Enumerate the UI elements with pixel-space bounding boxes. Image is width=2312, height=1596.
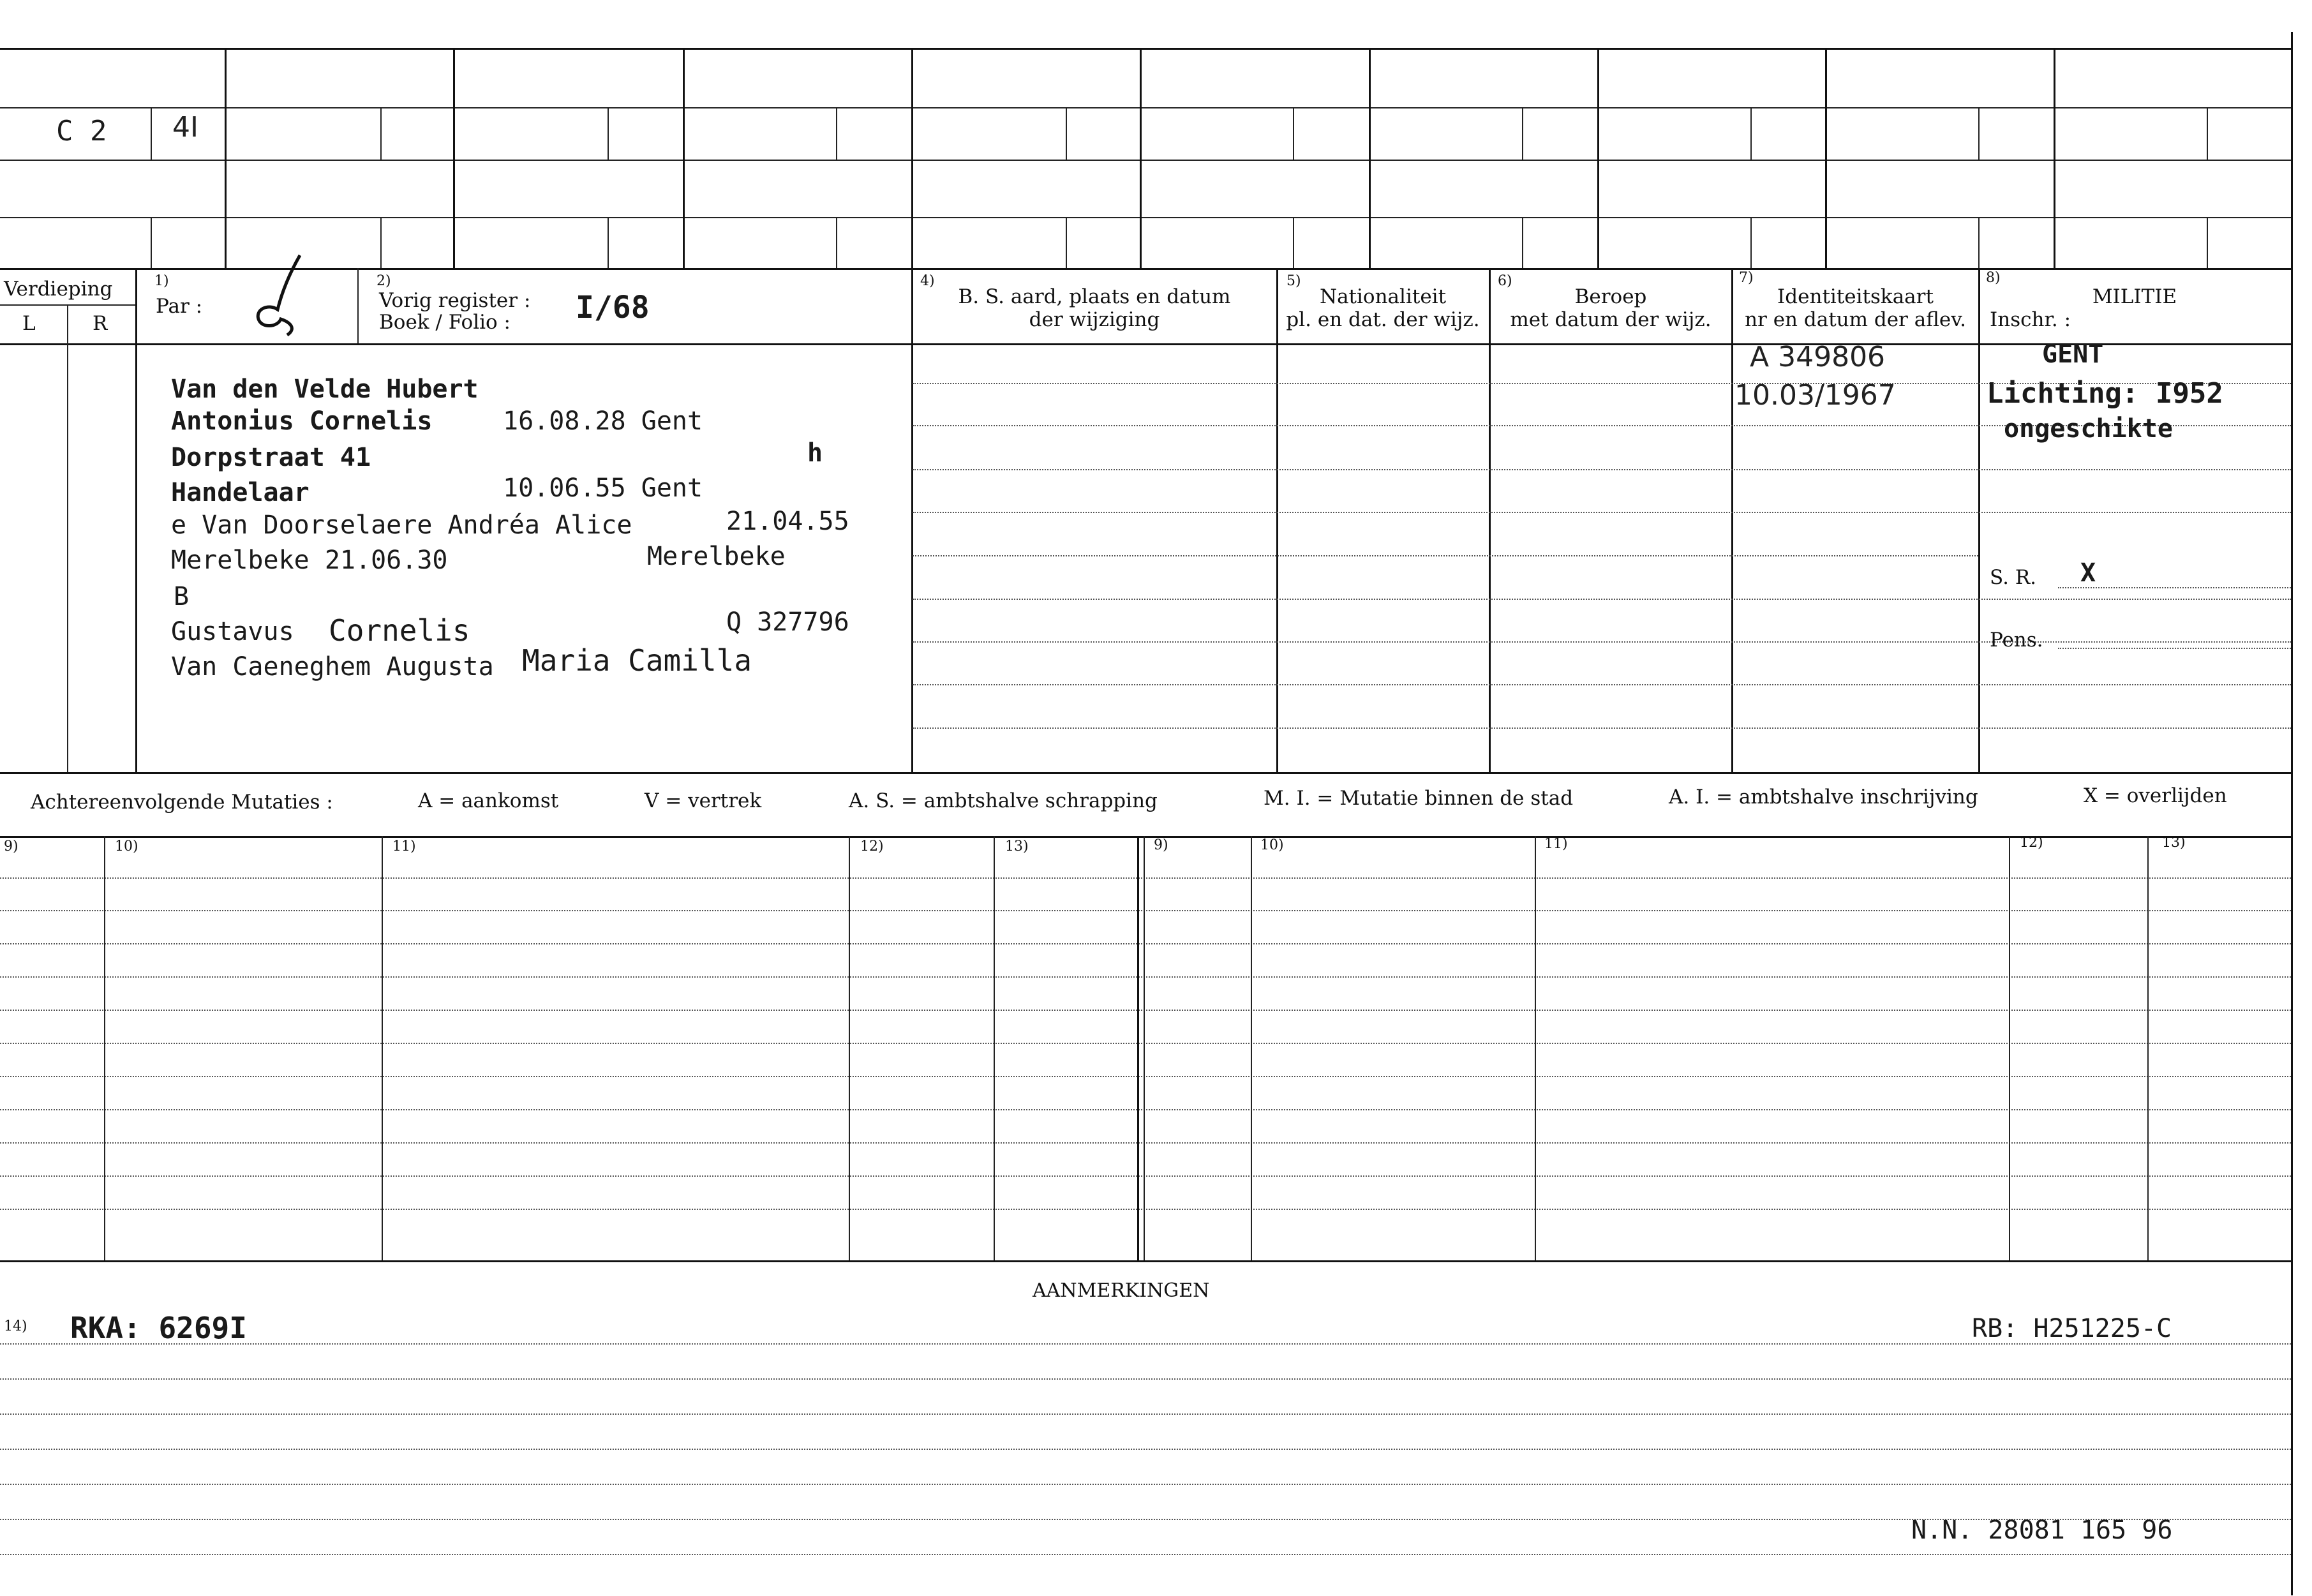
bs-heading-line1: B. S. aard, plaats en datum	[958, 285, 1231, 308]
person-spouse-birth: Merelbeke 21.06.30	[171, 546, 448, 575]
col-9-right: 9)	[1154, 837, 1168, 853]
person-code: Q 327796	[726, 608, 849, 637]
bs-heading-line2: der wijziging	[1029, 308, 1160, 331]
inschr-label: Inschr. :	[1990, 308, 2071, 331]
person-spouse: e Van Doorselaere Andréa Alice	[171, 511, 632, 540]
col-10-left: 10)	[115, 839, 138, 854]
person-given-names: Antonius Cornelis	[171, 406, 433, 436]
person-spouse-birthplace: Merelbeke	[647, 542, 786, 571]
identiteitskaart-heading-line2: nr en datum der aflev.	[1745, 308, 1966, 331]
person-mark-h: h	[807, 438, 823, 468]
rb-value: RB: H251225-C	[1972, 1314, 2172, 1343]
col-10-right: 10)	[1260, 837, 1284, 853]
person-name: Van den Velde Hubert	[171, 375, 479, 404]
person-father: Gustavus	[171, 617, 294, 646]
top-number: 4I	[172, 111, 198, 144]
col-12-right: 12)	[2020, 835, 2043, 851]
nationaliteit-heading-line2: pl. en dat. der wijz.	[1286, 308, 1480, 331]
identiteitskaart-heading-line1: Identiteitskaart	[1777, 285, 1934, 308]
field-7-number: 7)	[1739, 270, 1754, 286]
person-marriage: 10.06.55 Gent	[503, 474, 703, 503]
beroep-heading-line1: Beroep	[1574, 285, 1647, 308]
id-card-date: 10.03/1967	[1734, 379, 1896, 412]
militie-lichting: Lichting: I952	[1987, 377, 2223, 410]
legend-overlijden: X = overlijden	[2084, 784, 2227, 807]
person-address: Dorpstraat 41	[171, 443, 371, 472]
militie-heading: MILITIE	[2092, 285, 2177, 308]
field-1-number: 1)	[154, 273, 169, 289]
pens-label: Pens.	[1990, 629, 2043, 652]
par-handwritten-mark	[242, 252, 319, 341]
field-4-number: 4)	[920, 273, 935, 289]
sr-label: S. R.	[1990, 566, 2037, 589]
person-occupation: Handelaar	[171, 478, 310, 507]
field-14-number: 14)	[4, 1318, 27, 1334]
nationaliteit-heading-line1: Nationaliteit	[1319, 285, 1447, 308]
person-spouse-date: 21.04.55	[726, 507, 849, 536]
sr-value: X	[2080, 558, 2096, 588]
aanmerkingen-title: AANMERKINGEN	[1033, 1279, 1210, 1302]
legend-aankomst: A = aankomst	[418, 789, 559, 812]
field-6-number: 6)	[1498, 273, 1512, 289]
top-code: C 2	[56, 115, 107, 147]
person-father-second: Cornelis	[329, 613, 470, 648]
col-12-left: 12)	[860, 839, 884, 854]
person-mark-b: B	[174, 582, 190, 611]
person-birth: 16.08.28 Gent	[503, 406, 703, 436]
legend-inschrijving: A. I. = ambtshalve inschrijving	[1669, 786, 1978, 809]
vorig-register-label: Vorig register :	[379, 289, 531, 312]
person-mother: Van Caeneghem Augusta	[171, 652, 494, 682]
register-value: I/68	[576, 290, 650, 325]
col-13-left: 13)	[1005, 839, 1029, 854]
field-5-number: 5)	[1287, 273, 1301, 289]
beroep-heading-line2: met datum der wijz.	[1510, 308, 1712, 331]
person-mother-second: Maria Camilla	[522, 643, 752, 678]
field-2-number: 2)	[377, 273, 391, 289]
id-card-number: A 349806	[1750, 341, 1886, 373]
legend-schrapping: A. S. = ambtshalve schrapping	[849, 789, 1158, 812]
col-r-label: R	[93, 312, 108, 335]
legend-vertrek: V = vertrek	[645, 789, 762, 812]
verdieping-label: Verdieping	[4, 278, 113, 301]
nn-value: N.N. 28081 165 96	[1911, 1516, 2173, 1545]
militie-status: ongeschikte	[2004, 414, 2173, 444]
col-9-left: 9)	[4, 839, 19, 854]
boek-folio-label: Boek / Folio :	[379, 311, 511, 334]
legend-mutatie-stad: M. I. = Mutatie binnen de stad	[1264, 787, 1574, 810]
col-11-right: 11)	[1544, 836, 1568, 852]
mutaties-title: Achtereenvolgende Mutaties :	[31, 791, 333, 814]
militie-inschr-value: GENT	[2042, 339, 2104, 369]
col-11-left: 11)	[392, 839, 416, 854]
col-13-right: 13)	[2162, 835, 2186, 851]
par-label: Par :	[156, 295, 203, 318]
rka-value: RKA: 6269I	[70, 1311, 247, 1345]
col-l-label: L	[22, 312, 36, 335]
field-8-number: 8)	[1986, 270, 2001, 286]
